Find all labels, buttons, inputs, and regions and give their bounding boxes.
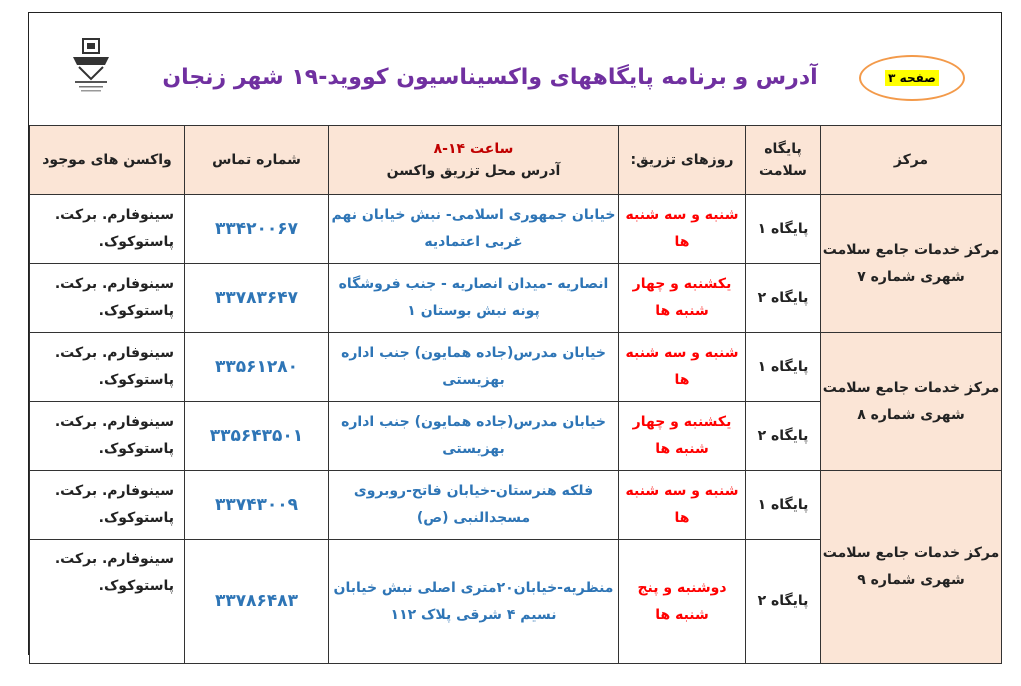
table-row: [30, 195, 1002, 264]
document-header: [29, 13, 1001, 125]
vaccines-available: سینوفارم. برکت. پاستوکوک.: [30, 264, 185, 333]
vaccines-available: سینوفارم. برکت. پاستوکوک.: [30, 471, 185, 540]
university-logo-icon: [61, 35, 121, 95]
vaccination-sites-table: [29, 125, 1002, 664]
hours-label: ساعت ۱۴-۸: [433, 140, 514, 157]
base-name: پایگاه ۲: [746, 540, 821, 664]
phone-number: ۳۳۵۶۴۳۵۰۱: [185, 402, 329, 471]
page-title: آدرس و برنامه پایگاههای واکسیناسیون کووید-۱۹ شهر زنجان: [162, 65, 818, 90]
center-name: مرکز خدمات جامع سلامت شهری شماره ۸: [821, 333, 1002, 471]
table-row: [30, 471, 1002, 540]
address: خیابان جمهوری اسلامی- نبش خیابان نهم غربی اعتمادیه: [329, 195, 619, 264]
injection-days: یکشنبه و چهار شنبه ها: [619, 264, 746, 333]
center-name: مرکز خدمات جامع سلامت شهری شماره ۷: [821, 195, 1002, 333]
base-name: پایگاه ۱: [746, 333, 821, 402]
center-name: مرکز خدمات جامع سلامت شهری شماره ۹: [821, 471, 1002, 664]
vaccines-available: سینوفارم. برکت. پاستوکوک.: [30, 195, 185, 264]
column-header-center: مرکز: [821, 126, 1002, 195]
vaccines-available: سینوفارم. برکت. پاستوکوک.: [30, 402, 185, 471]
document-frame: [28, 12, 1002, 655]
column-header-vaccines: واکسن های موجود: [30, 126, 185, 195]
column-header-address: [329, 126, 619, 195]
column-header-base: پایگاه سلامت: [746, 126, 821, 195]
injection-days: شنبه و سه شنبه ها: [619, 195, 746, 264]
phone-number: ۳۳۵۶۱۲۸۰: [185, 333, 329, 402]
injection-days: دوشنبه و پنج شنبه ها: [619, 540, 746, 664]
injection-days: شنبه و سه شنبه ها: [619, 333, 746, 402]
table-row: [30, 333, 1002, 402]
address-label: آدرس محل تزریق واکسن: [386, 163, 561, 179]
phone-number: ۳۳۴۲۰۰۶۷: [185, 195, 329, 264]
column-header-phone: شماره تماس: [185, 126, 329, 195]
address: خیابان مدرس(جاده همایون) جنب اداره بهزیستی: [329, 333, 619, 402]
address: انصاریه -میدان انصاریه - جنب فروشگاه پونه نبش بوستان ۱: [329, 264, 619, 333]
phone-number: ۳۳۷۴۳۰۰۹: [185, 471, 329, 540]
vaccines-available: سینوفارم. برکت. پاستوکوک.: [30, 333, 185, 402]
page-number-label: صفحه ۳: [885, 70, 939, 86]
injection-days: یکشنبه و چهار شنبه ها: [619, 402, 746, 471]
address: خیابان مدرس(جاده همایون) جنب اداره بهزیستی: [329, 402, 619, 471]
vaccines-available: سینوفارم. برکت. پاستوکوک.: [30, 540, 185, 664]
base-name: پایگاه ۲: [746, 402, 821, 471]
table-header-row: [30, 126, 1002, 195]
address: فلکه هنرستان-خیابان فاتح-روبروی مسجدالنبی (ص): [329, 471, 619, 540]
injection-days: شنبه و سه شنبه ها: [619, 471, 746, 540]
base-name: پایگاه ۲: [746, 264, 821, 333]
column-header-days: روزهای تزریق:: [619, 126, 746, 195]
base-name: پایگاه ۱: [746, 471, 821, 540]
phone-number: ۳۳۷۸۳۶۴۷: [185, 264, 329, 333]
address: منظریه-خیابان۲۰متری اصلی نبش خیابان نسیم ۴ شرقی پلاک ۱۱۲: [329, 540, 619, 664]
page-number-badge: [859, 55, 965, 101]
phone-number: ۳۳۷۸۶۴۸۳: [185, 540, 329, 664]
base-name: پایگاه ۱: [746, 195, 821, 264]
